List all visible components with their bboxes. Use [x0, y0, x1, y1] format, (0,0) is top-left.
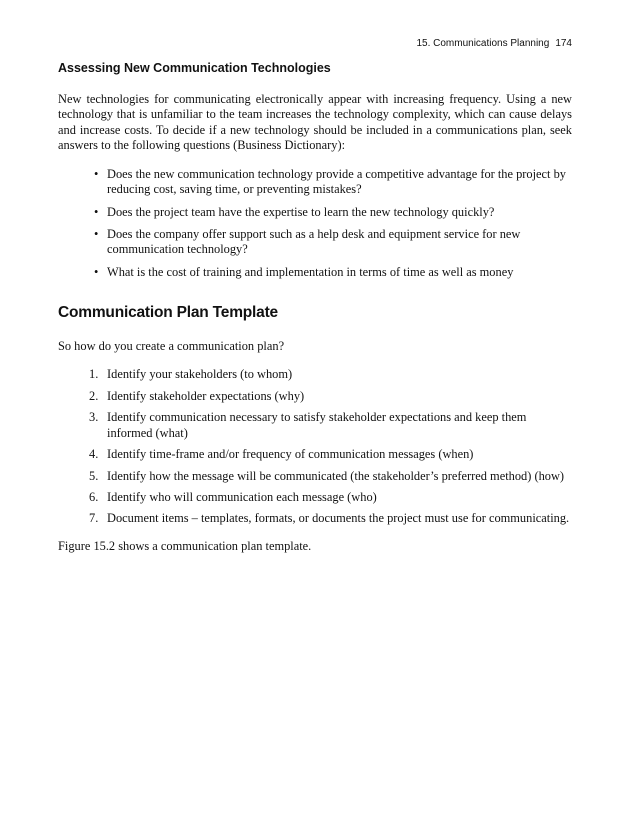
step-number: 5. — [89, 468, 99, 483]
list-item — [58, 447, 572, 462]
running-header — [416, 38, 572, 49]
list-item — [58, 205, 572, 220]
list-item — [58, 265, 572, 280]
bullet-icon: • — [94, 167, 99, 182]
list-item — [58, 227, 572, 258]
list-item-text: Does the new communication technology provide a competitive advantage for the project by reducing cost, saving time, or preventing mistakes? — [107, 167, 566, 197]
step-text: Document items – templates, formats, or documents the project must use for communicating. — [107, 511, 570, 526]
page-number: 174 — [555, 38, 572, 49]
running-title: 15. Communications Planning — [416, 38, 550, 49]
closing-paragraph: Figure 15.2 shows a communication plan template. — [58, 538, 312, 553]
step-number: 7. — [89, 511, 99, 526]
list-item — [58, 490, 572, 505]
intro-paragraph: New technologies for communicating electronically appear with increasing frequency. Using a new technology that is unfamiliar to the team increases the technology complexity, which can cause delays and increase costs. To decide if a new technology should be included in a communications plan, seek answers to the following questions (Business Dictionary): — [58, 92, 572, 152]
list-item — [58, 367, 572, 382]
step-number: 3. — [89, 410, 99, 425]
page-body — [58, 60, 572, 554]
step-number: 6. — [89, 489, 99, 504]
section-heading-template: Communication Plan Template — [58, 303, 278, 321]
step-text: Identify who will communication each message (who) — [107, 489, 377, 504]
section-heading-assessing: Assessing New Communication Technologies — [58, 61, 331, 75]
list-item — [58, 410, 572, 441]
step-text: Identify your stakeholders (to whom) — [107, 367, 293, 382]
bullet-icon: • — [94, 264, 99, 279]
step-text: Identify time-frame and/or frequency of communication messages (when) — [107, 447, 474, 462]
step-text: Identify stakeholder expectations (why) — [107, 388, 305, 403]
list-item-text: What is the cost of training and implementation in terms of time as well as money — [107, 264, 514, 279]
step-number: 4. — [89, 447, 99, 462]
list-item — [58, 469, 572, 484]
list-item — [58, 511, 572, 526]
steps-list — [58, 367, 572, 527]
list-item-text: Does the company offer support such as a help desk and equipment service for new communication technology? — [107, 227, 521, 257]
bullet-icon: • — [94, 204, 99, 219]
list-item — [58, 167, 572, 198]
bullet-icon: • — [94, 227, 99, 242]
list-item — [58, 389, 572, 404]
step-text: Identify communication necessary to satisfy stakeholder expectations and keep them informed (what) — [107, 410, 527, 440]
question-list — [58, 167, 572, 280]
step-text: Identify how the message will be communicated (the stakeholder’s preferred method) (how) — [107, 468, 565, 483]
template-intro: So how do you create a communication plan? — [58, 338, 285, 353]
step-number: 2. — [89, 388, 99, 403]
step-number: 1. — [89, 367, 99, 382]
list-item-text: Does the project team have the expertise to learn the new technology quickly? — [107, 204, 495, 219]
